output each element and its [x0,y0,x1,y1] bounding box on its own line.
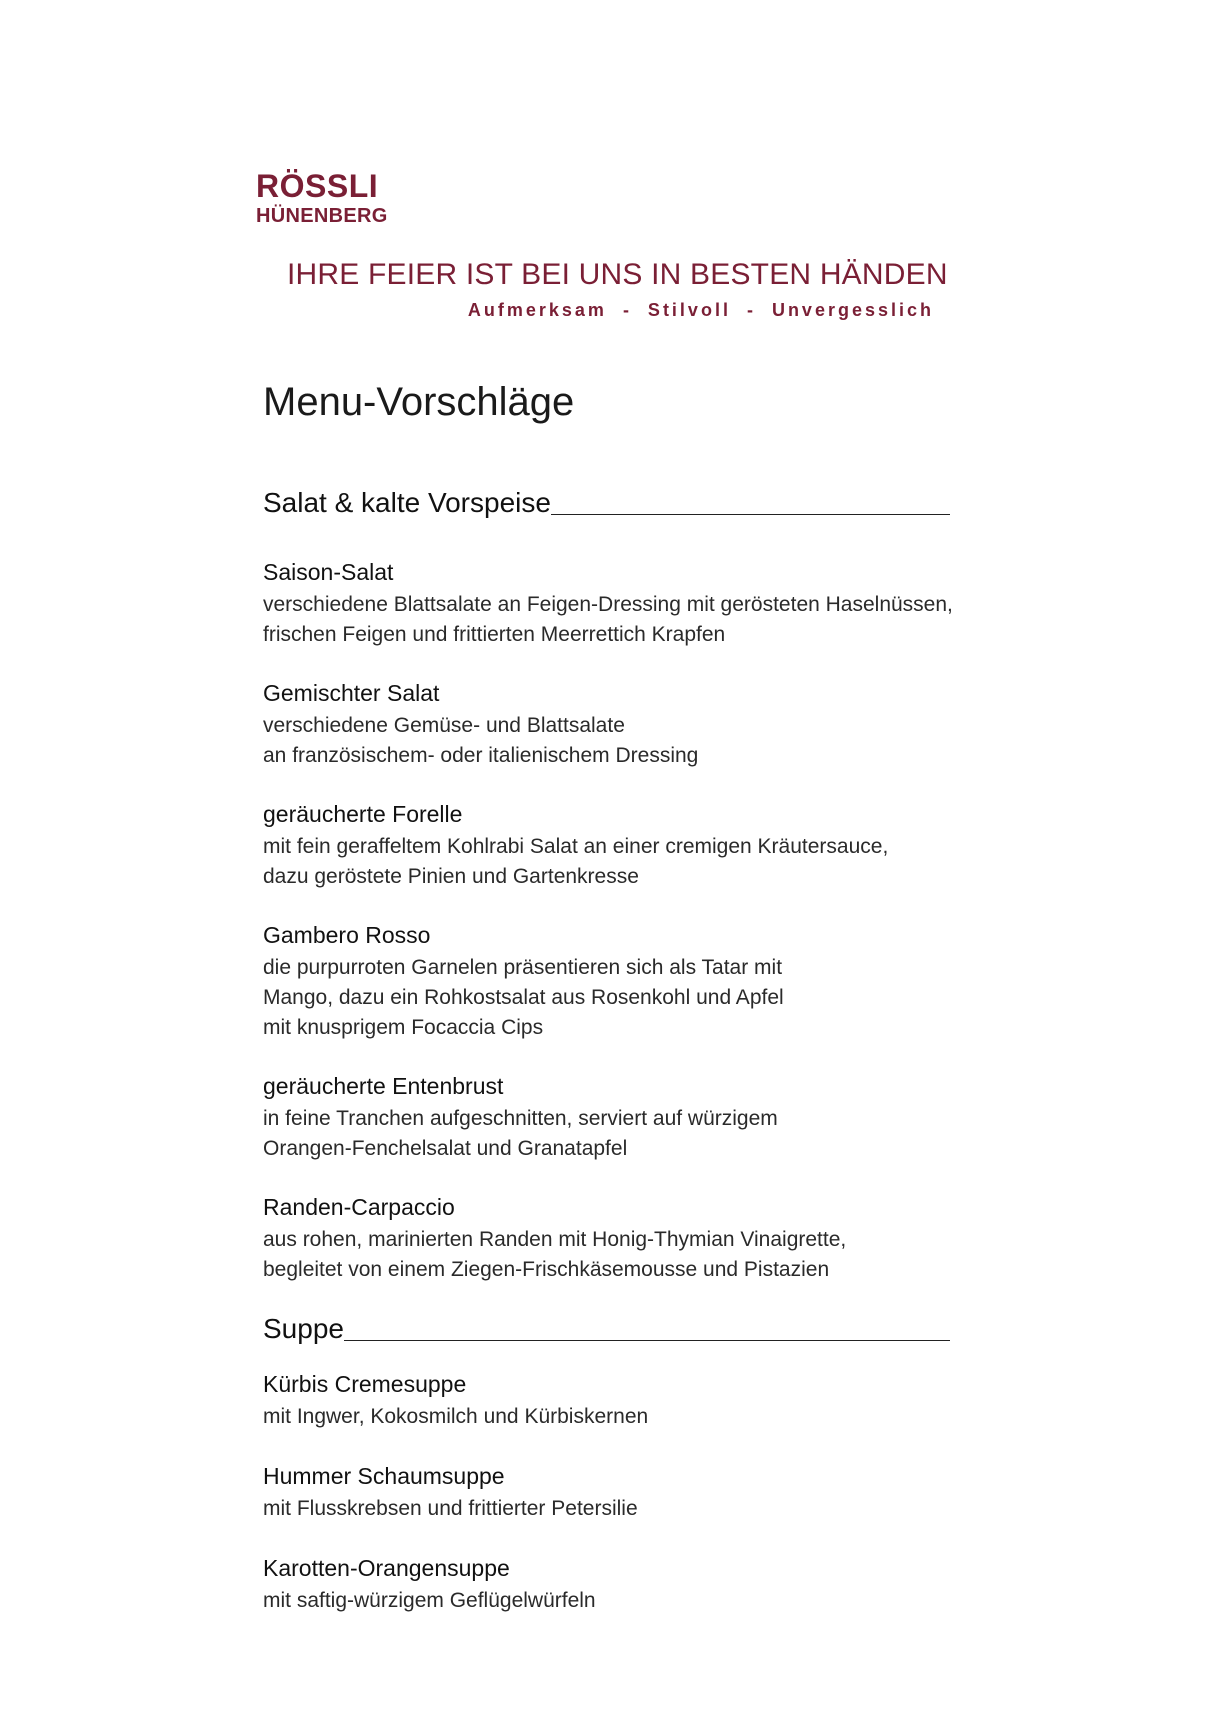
section-heading-salat [263,487,950,519]
menu-item-description: mit knusprigem Focaccia Cips [263,1016,544,1039]
section-title: Salat & kalte Vorspeise [263,487,551,518]
logo-line-1: RÖSSLI [256,168,379,204]
menu-item-name: geräucherte Entenbrust [263,1073,504,1099]
menu-item-name: geräucherte Forelle [263,801,463,827]
menu-item [263,1371,1023,1432]
menu-item [263,680,1023,771]
menu-item [263,1463,1023,1524]
menu-item-name: Saison-Salat [263,559,394,585]
menu-item-description: verschiedene Gemüse- und Blattsalate [263,714,625,737]
logo-line-2: HÜNENBERG [256,205,388,227]
menu-item-description: mit Flusskrebsen und frittierter Petersilie [263,1497,638,1520]
section-title: Suppe [263,1313,344,1344]
menu-item-name: Gambero Rosso [263,922,431,948]
menu-item [263,559,1023,650]
menu-item-description: dazu geröstete Pinien und Gartenkresse [263,865,639,888]
menu-item-description: mit fein geraffeltem Kohlrabi Salat an einer cremigen Kräutersauce, [263,835,889,858]
menu-item-name: Kürbis Cremesuppe [263,1371,467,1397]
tagline-subline: Aufmerksam - Stilvoll - Unvergesslich [467,300,934,320]
menu-item-description: mit Ingwer, Kokosmilch und Kürbiskernen [263,1405,649,1428]
section-rule [344,1340,950,1341]
menu-item-name: Gemischter Salat [263,680,440,706]
menu-item-description: verschiedene Blattsalate an Feigen-Dressing mit gerösteten Haselnüssen, [263,593,953,616]
menu-item-name: Karotten-Orangensuppe [263,1555,510,1581]
menu-item-description: Mango, dazu ein Rohkostsalat aus Rosenkohl und Apfel [263,986,784,1009]
section-rule [551,514,950,515]
menu-item [263,1073,1023,1164]
tagline-headline: IHRE FEIER IST BEI UNS IN BESTEN HÄNDEN [287,258,948,291]
section-heading-suppe [263,1313,950,1345]
menu-item [263,1555,1023,1616]
menu-item-name: Randen-Carpaccio [263,1194,455,1220]
menu-item-description: frischen Feigen und frittierten Meerrettich Krapfen [263,623,726,646]
menu-item [263,922,1023,1043]
menu-item-description: aus rohen, marinierten Randen mit Honig-Thymian Vinaigrette, [263,1228,847,1251]
tagline [287,258,948,321]
menu-item-description: an französischem- oder italienischem Dressing [263,744,699,767]
menu-item-description: die purpurroten Garnelen präsentieren sich als Tatar mit [263,956,783,979]
menu-item-description: begleitet von einem Ziegen-Frischkäsemousse und Pistazien [263,1258,830,1281]
menu-item [263,801,1023,892]
page-title: Menu-Vorschläge [263,380,575,424]
menu-item-description: Orangen-Fenchelsalat und Granatapfel [263,1137,628,1160]
menu-item-description: mit saftig-würzigem Geflügelwürfeln [263,1589,596,1612]
menu-item [263,1194,1023,1285]
logo [256,170,388,226]
menu-item-description: in feine Tranchen aufgeschnitten, serviert auf würzigem [263,1107,778,1130]
menu-item-name: Hummer Schaumsuppe [263,1463,505,1489]
